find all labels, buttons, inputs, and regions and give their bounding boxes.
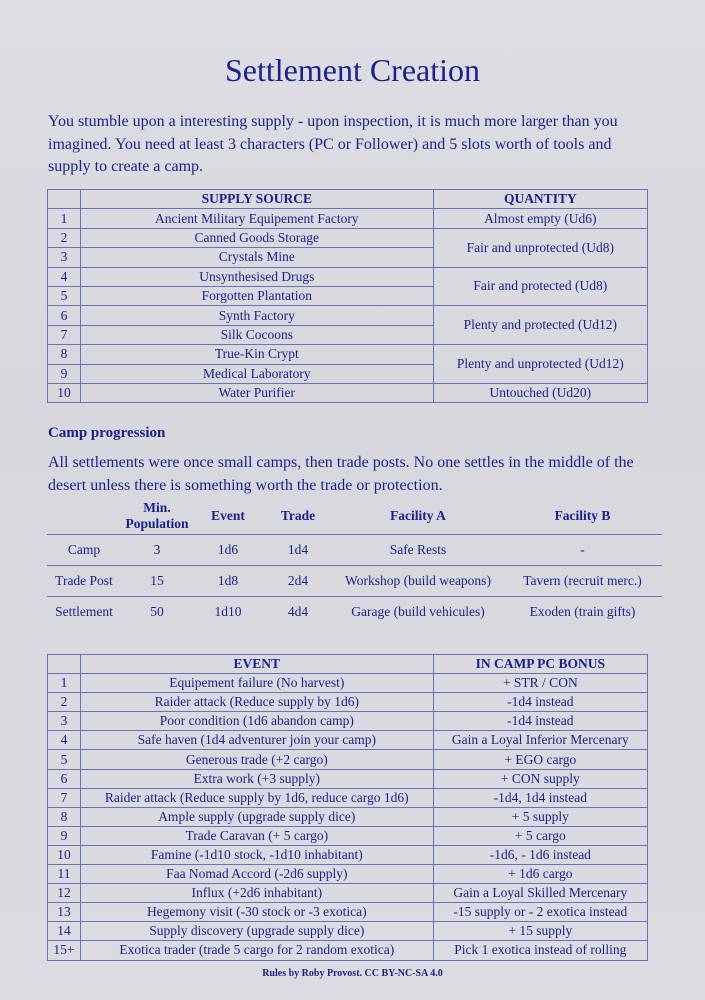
table-row (48, 674, 648, 693)
table-row (48, 750, 648, 769)
row-number: 5 (48, 750, 81, 769)
camp-progression-heading: Camp progression (48, 425, 166, 441)
row-number: 4 (48, 267, 81, 286)
row-number: 15+ (48, 941, 81, 960)
event-description: Trade Caravan (+ 5 cargo) (80, 826, 433, 845)
facility-b: Exoden (train gifts) (529, 603, 636, 619)
quantity: Fair and protected (Ud8) (433, 267, 647, 306)
row-number: 12 (48, 884, 81, 903)
table-row (48, 267, 648, 286)
pc-bonus: + 5 cargo (433, 826, 647, 845)
pc-bonus: Gain a Loyal Inferior Mercenary (433, 731, 647, 750)
row-number: 7 (48, 325, 81, 344)
table-row (48, 826, 648, 845)
pc-bonus: + 5 supply (433, 807, 647, 826)
quantity: Plenty and unprotected (Ud12) (433, 345, 647, 384)
supply-source: Synth Factory (80, 306, 433, 325)
row-number: 6 (48, 769, 81, 788)
row-number: 1 (48, 209, 81, 228)
column-header-event: Event (193, 498, 263, 534)
event-description: Equipement failure (No harvest) (80, 674, 433, 693)
table-row (48, 383, 648, 402)
table-row (48, 788, 648, 807)
event-table (47, 654, 648, 961)
row-number: 9 (48, 826, 81, 845)
supply-source: Medical Laboratory (80, 364, 433, 383)
page-title: Settlement Creation (224, 52, 481, 88)
table-row (48, 922, 648, 941)
column-header (48, 655, 81, 674)
table-row (48, 731, 648, 750)
event-description: Poor condition (1d6 abandon camp) (80, 712, 433, 731)
row-number: 9 (48, 364, 81, 383)
table-row (48, 769, 648, 788)
supply-source: Forgotten Plantation (80, 286, 433, 305)
event-dice: 1d10 (214, 603, 242, 619)
column-header-quantity: QUANTITY (433, 190, 647, 209)
column-header-event: EVENT (80, 655, 433, 674)
column-header (47, 498, 121, 534)
table-row (48, 845, 648, 864)
table-row (47, 565, 662, 596)
pc-bonus: -1d4 instead (433, 712, 647, 731)
event-description: Exotica trader (trade 5 cargo for 2 random exotica) (80, 941, 433, 960)
pc-bonus: Pick 1 exotica instead of rolling (433, 941, 647, 960)
event-description: Hegemony visit (-30 stock or -3 exotica) (80, 903, 433, 922)
supply-source: Canned Goods Storage (80, 228, 433, 247)
row-number: 8 (48, 807, 81, 826)
event-description: Generous trade (+2 cargo) (80, 750, 433, 769)
pc-bonus: + EGO cargo (433, 750, 647, 769)
supply-source: Ancient Military Equipement Factory (80, 209, 433, 228)
row-number: 2 (48, 693, 81, 712)
supply-source: Unsynthesised Drugs (80, 267, 433, 286)
trade-dice: 4d4 (287, 603, 309, 619)
column-header-min-population: Min. Population (121, 498, 193, 534)
column-header (48, 190, 81, 209)
pc-bonus: -15 supply or - 2 exotica instead (433, 903, 647, 922)
min-population: 50 (150, 603, 164, 619)
event-dice: 1d6 (193, 534, 263, 565)
facility-a: Garage (build vehicules) (351, 603, 485, 619)
pc-bonus: + 15 supply (433, 922, 647, 941)
column-header-supply-source: SUPPLY SOURCE (80, 190, 433, 209)
row-number: 3 (48, 712, 81, 731)
table-row (48, 228, 648, 247)
row-number: 2 (48, 228, 81, 247)
supply-source-table (47, 189, 648, 403)
table-row (48, 209, 648, 228)
table-row (48, 807, 648, 826)
pc-bonus: -1d6, - 1d6 instead (433, 845, 647, 864)
pc-bonus: + 1d6 cargo (433, 865, 647, 884)
table-row (47, 596, 662, 627)
column-header-facility-a: Facility A (333, 498, 503, 534)
supply-source: True-Kin Crypt (80, 345, 433, 364)
stage-name: Camp (47, 534, 121, 565)
pc-bonus: -1d4, 1d4 instead (433, 788, 647, 807)
table-row (48, 865, 648, 884)
row-number: 4 (48, 731, 81, 750)
quantity: Almost empty (Ud6) (433, 209, 647, 228)
facility-a: Safe Rests (333, 534, 503, 565)
row-number: 13 (48, 903, 81, 922)
row-number: 8 (48, 345, 81, 364)
facility-a: Workshop (build weapons) (333, 565, 503, 596)
pc-bonus: -1d4 instead (433, 693, 647, 712)
camp-progression-table (47, 498, 662, 627)
row-number: 5 (48, 286, 81, 305)
row-number: 11 (48, 865, 81, 884)
column-header-trade: Trade (263, 498, 333, 534)
quantity: Plenty and protected (Ud12) (433, 306, 647, 345)
intro-paragraph: You stumble upon a interesting supply - upon inspection, it is much more larger than you imagined. You need at least 3 characters (PC or Follower) and 5 slots worth of tools and supply to create a camp. (48, 113, 618, 175)
row-number: 10 (48, 845, 81, 864)
table-header-row (48, 190, 648, 209)
quantity: Fair and unprotected (Ud8) (433, 228, 647, 267)
column-header-pc-bonus: IN CAMP PC BONUS (433, 655, 647, 674)
stage-name: Settlement (55, 603, 113, 619)
table-row (48, 306, 648, 325)
event-description: Faa Nomad Accord (-2d6 supply) (80, 865, 433, 884)
trade-dice: 2d4 (263, 565, 333, 596)
pc-bonus: + CON supply (433, 769, 647, 788)
event-description: Famine (-1d10 stock, -1d10 inhabitant) (80, 845, 433, 864)
table-row (48, 345, 648, 364)
footer-credit: Rules by Roby Provost. CC BY-NC-SA 4.0 (262, 968, 443, 979)
event-description: Raider attack (Reduce supply by 1d6, reduce cargo 1d6) (80, 788, 433, 807)
table-row (48, 903, 648, 922)
supply-source: Silk Cocoons (80, 325, 433, 344)
column-header-facility-b: Facility B (503, 498, 662, 534)
table-row (48, 712, 648, 731)
supply-source: Water Purifier (80, 383, 433, 402)
event-description: Safe haven (1d4 adventurer join your camp) (80, 731, 433, 750)
facility-b: Tavern (recruit merc.) (503, 565, 662, 596)
event-description: Supply discovery (upgrade supply dice) (80, 922, 433, 941)
row-number: 7 (48, 788, 81, 807)
event-description: Influx (+2d6 inhabitant) (80, 884, 433, 903)
row-number: 1 (48, 674, 81, 693)
quantity: Untouched (Ud20) (433, 383, 647, 402)
row-number: 3 (48, 248, 81, 267)
event-description: Ample supply (upgrade supply dice) (80, 807, 433, 826)
event-description: Extra work (+3 supply) (80, 769, 433, 788)
row-number: 14 (48, 922, 81, 941)
row-number: 10 (48, 383, 81, 402)
min-population: 15 (121, 565, 193, 596)
pc-bonus: + STR / CON (433, 674, 647, 693)
min-population: 3 (121, 534, 193, 565)
event-description: Raider attack (Reduce supply by 1d6) (80, 693, 433, 712)
table-header-row (48, 655, 648, 674)
table-row (48, 941, 648, 960)
facility-b: - (503, 534, 662, 565)
table-header-row (47, 498, 662, 534)
row-number: 6 (48, 306, 81, 325)
trade-dice: 1d4 (263, 534, 333, 565)
event-dice: 1d8 (193, 565, 263, 596)
camp-progression-paragraph: All settlements were once small camps, then trade posts. No one settles in the middle of the desert unless there is something worth the trade or protection. (48, 454, 634, 494)
table-row (48, 884, 648, 903)
table-row (47, 534, 662, 565)
supply-source: Crystals Mine (80, 248, 433, 267)
pc-bonus: Gain a Loyal Skilled Mercenary (433, 884, 647, 903)
stage-name: Trade Post (47, 565, 121, 596)
table-row (48, 693, 648, 712)
